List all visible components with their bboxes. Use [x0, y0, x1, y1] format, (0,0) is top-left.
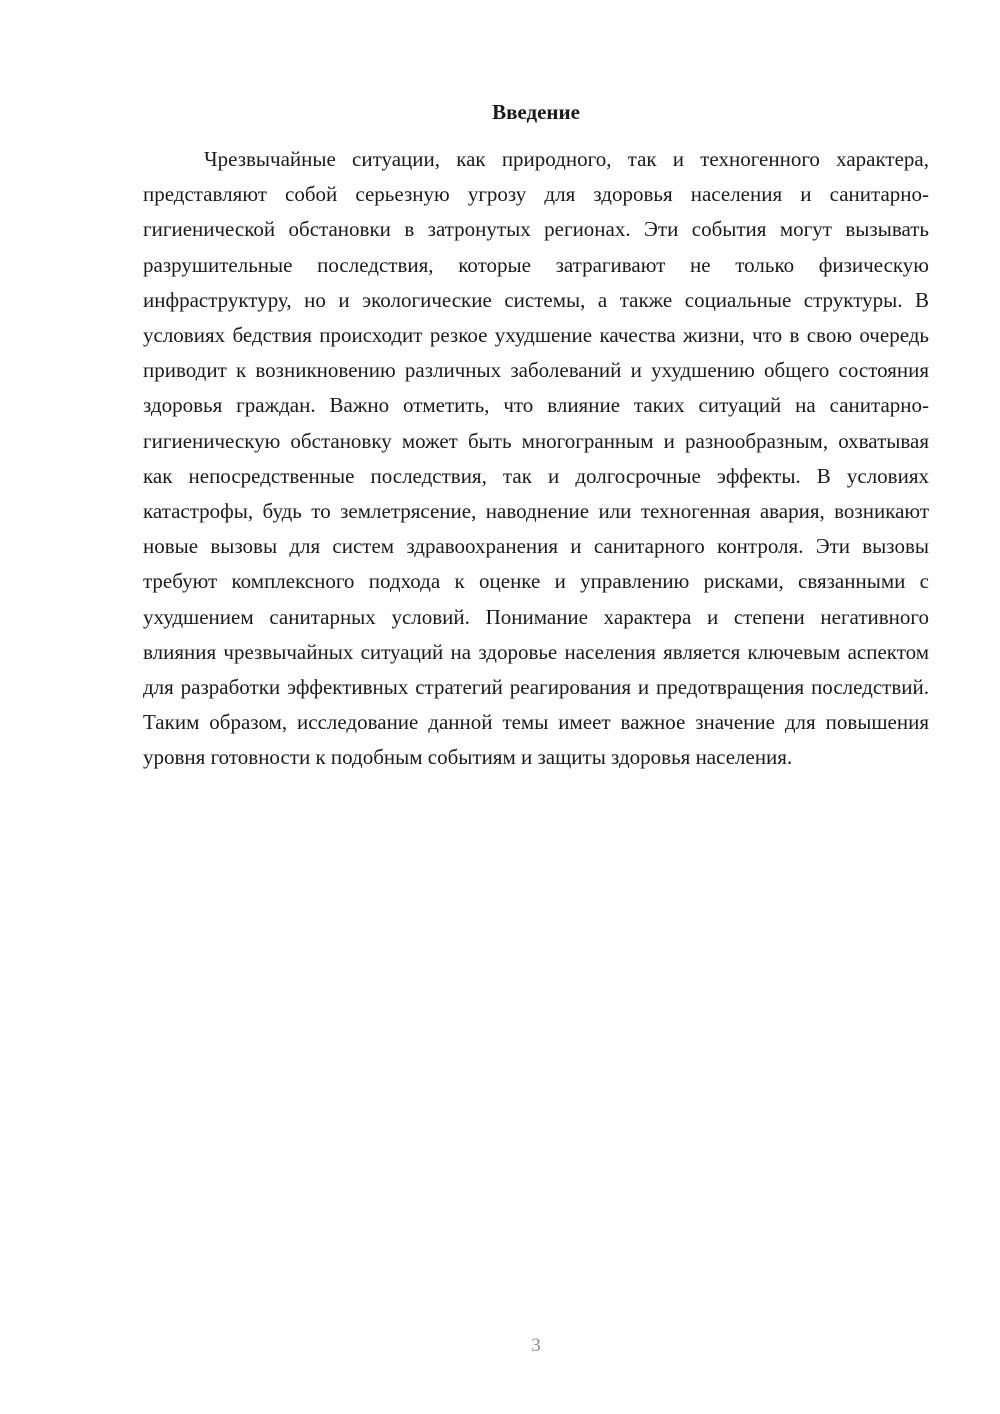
section-heading: Введение — [492, 100, 580, 124]
body-paragraph: Чрезвычайные ситуации, как природного, так и техногенного характера, представляют собой серьезную угрозу для здоровья населения и санитарно-гигиенической обстановки в затронутых регионах. Эти события могут вызывать разрушительные последствия, которые затрагивают не только физическую инфраструктуру, но и экологические системы, а также социальные структуры. В условиях бедствия происходит резкое ухудшение качества жизни, что в свою очередь приводит к возникновению различных заболеваний и ухудшению общего состояния здоровья граждан. Важно отметить, что влияние таких ситуаций на санитарно-гигиеническую обстановку может быть многогранным и разнообразным, охватывая как непосредственные последствия, так и долгосрочные эффекты. В условиях катастрофы, будь то землетрясение, наводнение или техногенная авария, возникают новые вызовы для систем здравоохранения и санитарного контроля. Эти вызовы требуют комплексного подхода к оценке и управлению рисками, связанными с ухудшением санитарных условий. Понимание характера и степени негативного влияния чрезвычайных ситуаций на здоровье населения является ключевым аспектом для разработки эффективных стратегий реагирования и предотвращения последствий. Таким образом, исследование данной темы имеет важное значение для повышения уровня готовности к подобным событиям и защиты здоровья населения. — [143, 147, 929, 770]
page-number: 3 — [531, 1335, 541, 1356]
